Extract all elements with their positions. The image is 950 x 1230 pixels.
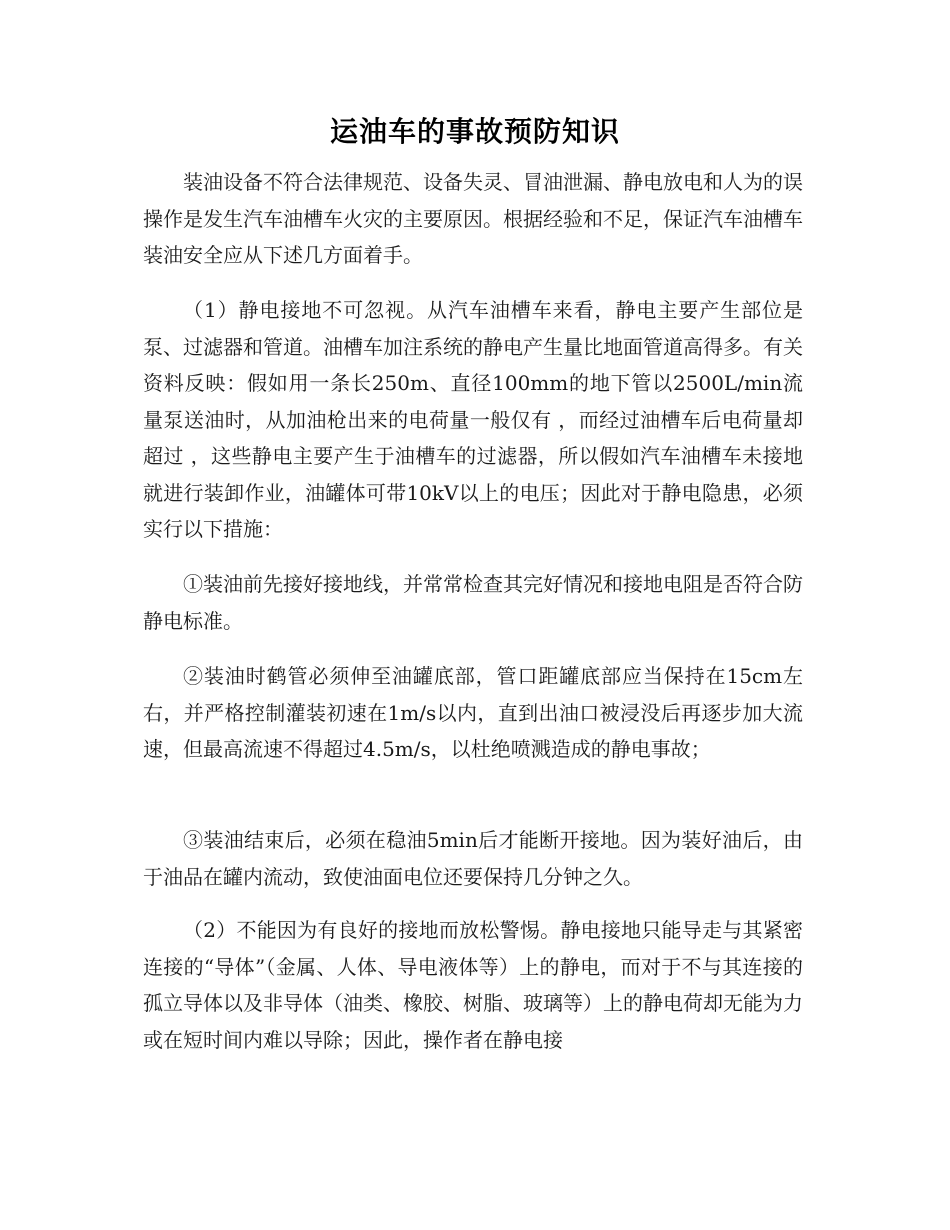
paragraph-static-grounding: （1）静电接地不可忽视。从汽车油槽车来看，静电主要产生部位是泵、过滤器和管道。油槽车加注系统的静电产生量比地面管道高得多。有关资料反映：假如用一条长250m、直径100mm的地下管以2500L/min流量泵送油时，从加油枪出来的电荷量一般仅有 ，而经过油槽车后电荷量却超过 ，这些静电主要产生于油槽车的过滤器，所以假如汽车油槽车未接地就进行装卸作业，油罐体可带10kV以上的电压；因此对于静电隐患，必须实行以下措施： <box>143 298 803 541</box>
paragraph-measure-2: ②装油时鹤管必须伸至油罐底部，管口距罐底部应当保持在15cm左右，并严格控制灌装初速在1m/s以内，直到出油口被浸没后再逐步加大流速，但最高流速不得超过4.5m/s，以杜绝喷溅造成的静电事故； <box>143 664 803 761</box>
paragraph-intro: 装油设备不符合法律规范、设备失灵、冒油泄漏、静电放电和人为的误操作是发生汽车油槽车火灾的主要原因。根据经验和不足，保证汽车油槽车装油安全应从下述几方面着手。 <box>143 170 803 267</box>
paragraph-measure-3: ③装油结束后，必须在稳油5min后才能断开接地。因为装好油后，由于油品在罐内流动，致使油面电位还要保持几分钟之久。 <box>143 828 803 889</box>
document-title: 运油车的事故预防知识 <box>329 115 620 148</box>
paragraph-vigilance: （2）不能因为有良好的接地而放松警惕。静电接地只能导走与其紧密连接的“导体”（金属、人体、导电液体等）上的静电，而对于不与其连接的孤立导体以及非导体（油类、橡胶、树脂、玻璃等）上的静电荷却无能为力或在短时间内难以导除；因此，操作者在静电接 <box>143 918 803 1052</box>
paragraph-measure-1: ①装油前先接好接地线，并常常检查其完好情况和接地电阻是否符合防静电标准。 <box>143 572 803 633</box>
